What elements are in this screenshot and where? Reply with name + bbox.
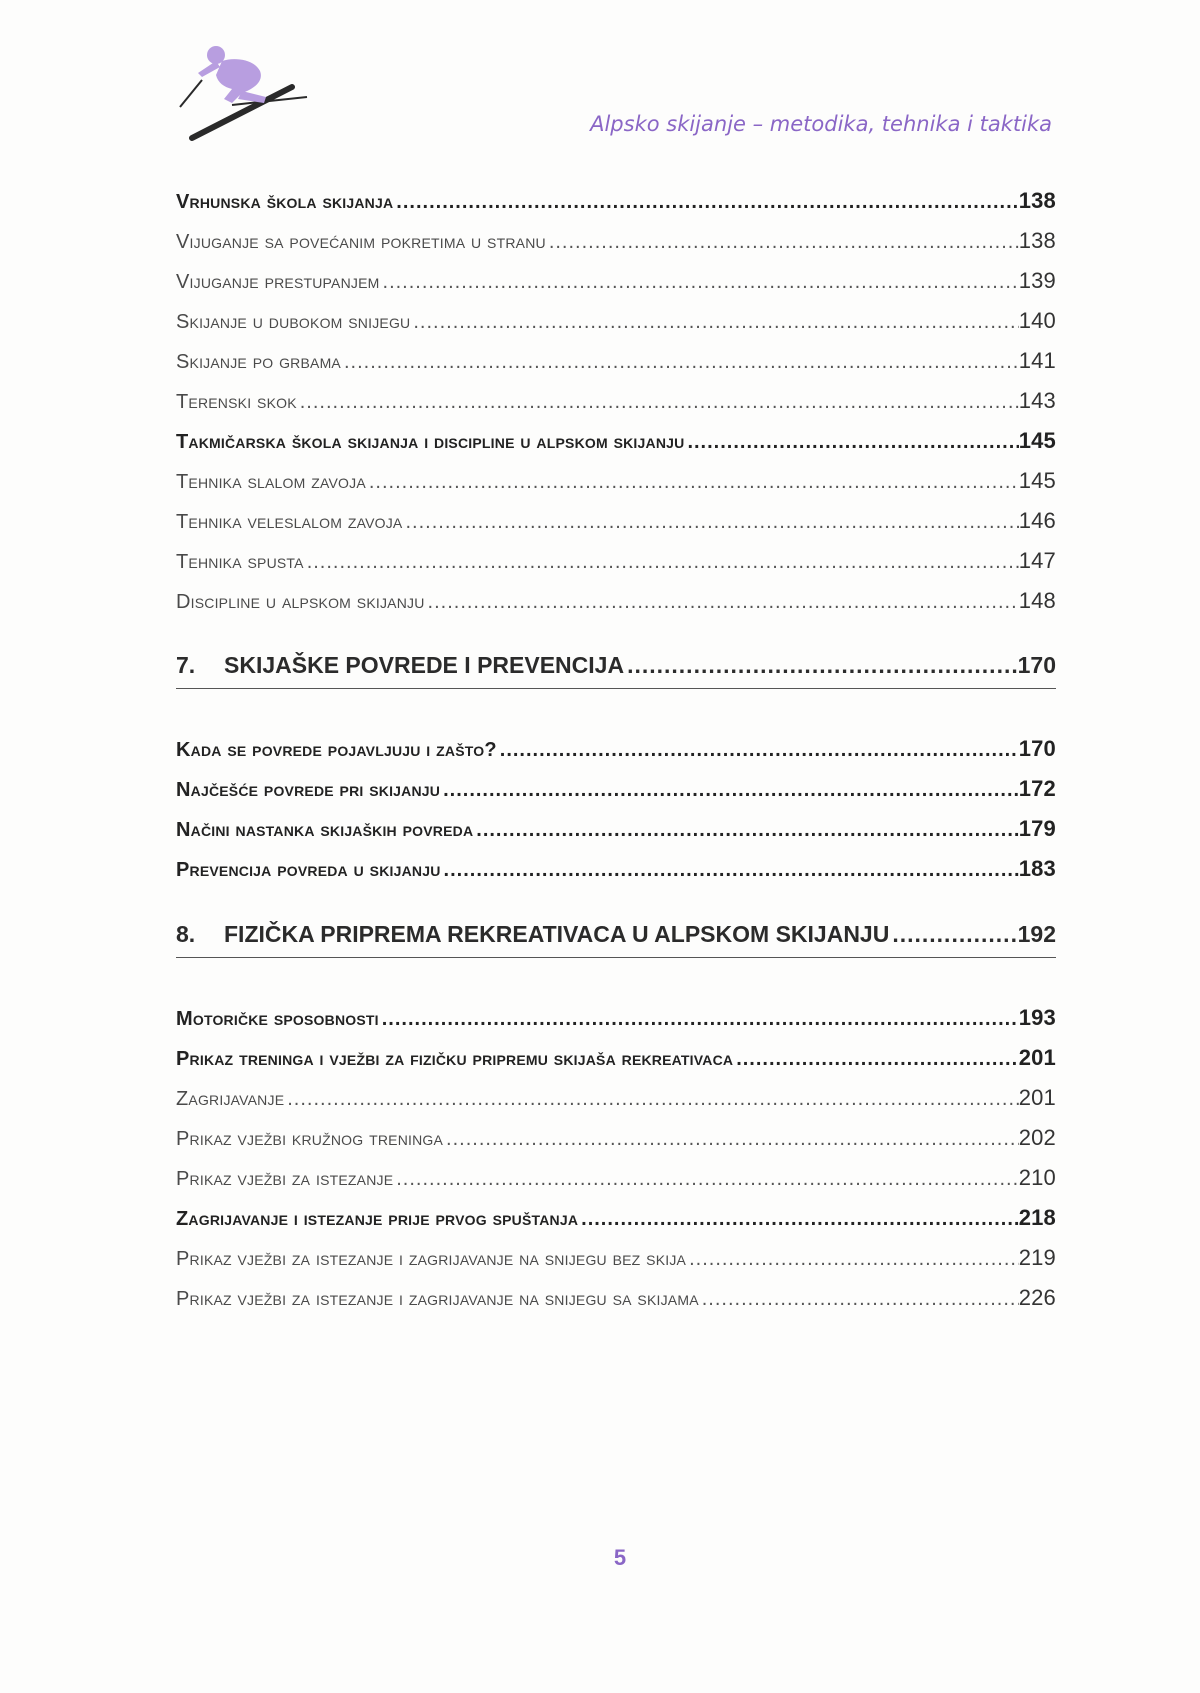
toc-entry-page: 201 [1018,1085,1056,1110]
leader-dots [889,921,1017,948]
toc-entry[interactable] [176,1005,1056,1035]
leader-dots [624,652,1018,679]
toc-entry-page: 141 [1018,348,1056,373]
toc-entry-title: Prevencija povreda u skijanju [176,859,441,881]
toc-entry[interactable] [176,308,1056,338]
leader-dots [443,1128,1019,1151]
leader-dots [440,779,1019,802]
running-head: Alpsko skijanje – metodika, tehnika i taktika [590,112,1052,136]
toc-entry-page: 145 [1018,428,1056,453]
leader-dots [425,591,1019,614]
toc-entry[interactable] [176,776,1056,806]
toc-entry[interactable] [176,1085,1056,1115]
toc-entry-page: 138 [1018,188,1056,213]
toc-entry-title: Takmičarska škola skijanja i discipline u alpskom skijanju [176,431,685,453]
toc-entry-page: 219 [1018,1245,1056,1270]
toc-entry[interactable] [176,348,1056,378]
leader-dots [410,311,1018,334]
chapter-title: SKIJAŠKE POVREDE I PREVENCIJA [224,652,625,678]
toc-entry-title: Zagrijavanje i istezanje prije prvog spuštanja [176,1208,579,1230]
toc-entry-title: Kada se povrede pojavljuju i zašto? [176,739,497,761]
toc-entry-page: 143 [1018,388,1056,413]
chapter-number: 7. [176,652,196,678]
toc-entry-page: 138 [1018,228,1056,253]
toc-entry[interactable] [176,188,1056,218]
leader-dots [686,1248,1019,1271]
leader-dots [366,471,1019,494]
toc-entry-page: 145 [1018,468,1056,493]
leader-dots [393,1168,1018,1191]
toc-entry-page: 193 [1018,1005,1056,1030]
page-number: 5 [613,1545,627,1570]
toc-entry-page: 202 [1018,1125,1056,1150]
toc-entry-page: 179 [1018,816,1056,841]
toc-entry[interactable] [176,428,1056,458]
toc-entry-page: 146 [1018,508,1056,533]
toc-entry-page: 148 [1018,588,1056,613]
toc-entry-title: Najčešće povrede pri skijanju [176,779,441,801]
toc-entry-page: 140 [1018,308,1056,333]
toc-entry-title: Vrhunska škola skijanja [176,191,394,213]
chapter-heading-8[interactable] [176,921,1056,958]
leader-dots [304,551,1019,574]
toc-entry[interactable] [176,228,1056,258]
leader-dots [441,859,1019,882]
toc-entry-title: Načini nastanka skijaških povreda [176,819,474,841]
toc-entry-page: 183 [1018,856,1056,881]
toc-entry[interactable] [176,1245,1056,1275]
toc-entry-title: Prikaz vježbi za istezanje i zagrijavanje na snijegu sa skijama [176,1288,699,1310]
toc-entry-title: Prikaz vježbi za istezanje [176,1168,394,1190]
toc-entry[interactable] [176,388,1056,418]
toc-entry[interactable] [176,588,1056,618]
chapter-page: 170 [1017,652,1056,678]
toc-entry-title: Discipline u alpskom skijanju [176,591,425,613]
leader-dots [699,1288,1019,1311]
toc-entry[interactable] [176,736,1056,766]
leader-dots [379,1008,1019,1031]
chapter-number: 8. [176,921,196,947]
toc-entry-title: Tehnika spusta [176,551,304,573]
toc-entry-title: Skijanje po grbama [176,351,341,373]
toc-entry-title: Vijuganje prestupanjem [176,271,380,293]
leader-dots [578,1208,1019,1231]
toc-entry-title: Tehnika veleslalom zavoja [176,511,403,533]
toc-entry-page: 170 [1018,736,1056,761]
chapter-heading-7[interactable] [176,652,1056,689]
toc-entry[interactable] [176,1285,1056,1315]
toc-entry[interactable] [176,508,1056,538]
toc-entry-title: Vijuganje sa povećanim pokretima u stranu [176,231,546,253]
skier-icon [172,45,317,145]
toc-entry-page: 139 [1018,268,1056,293]
toc-entry[interactable] [176,548,1056,578]
toc-entry[interactable] [176,468,1056,498]
toc-entry-title: Motoričke sposobnosti [176,1008,379,1030]
toc-entry[interactable] [176,816,1056,846]
toc-entry-title: Prikaz treninga i vježbi za fizičku pripremu skijaša rekreativaca [176,1048,734,1070]
toc-entry[interactable] [176,856,1056,886]
leader-dots [393,191,1018,214]
toc-entry-page: 226 [1018,1285,1056,1310]
toc-entry-title: Tehnika slalom zavoja [176,471,366,493]
leader-dots [341,351,1019,374]
toc-entry-title: Zagrijavanje [176,1088,285,1110]
leader-dots [402,511,1018,534]
leader-dots [380,271,1019,294]
toc-entry-page: 210 [1018,1165,1056,1190]
leader-dots [473,819,1018,842]
toc-entry[interactable] [176,1045,1056,1075]
leader-dots [497,739,1019,762]
toc-entry-page: 172 [1018,776,1056,801]
toc-entry[interactable] [176,1125,1056,1155]
toc-entry[interactable] [176,268,1056,298]
toc-entry[interactable] [176,1165,1056,1195]
toc-entry[interactable] [176,1205,1056,1235]
toc-entry-page: 201 [1018,1045,1056,1070]
toc-entry-title: Prikaz vježbi kružnog treninga [176,1128,444,1150]
chapter-page: 192 [1017,921,1056,947]
toc-entry-title: Skijanje u dubokom snijegu [176,311,411,333]
toc-entry-title: Terenski skok [176,391,297,413]
leader-dots [297,391,1019,414]
leader-dots [684,431,1018,454]
toc-entry-page: 218 [1018,1205,1056,1230]
chapter-title: FIZIČKA PRIPREMA REKREATIVACA U ALPSKOM SKIJANJU [224,921,890,947]
leader-dots [284,1088,1018,1111]
toc-entry-page: 147 [1018,548,1056,573]
leader-dots [546,231,1019,254]
leader-dots [733,1048,1019,1071]
toc-entry-title: Prikaz vježbi za istezanje i zagrijavanje na snijegu bez skija [176,1248,687,1270]
